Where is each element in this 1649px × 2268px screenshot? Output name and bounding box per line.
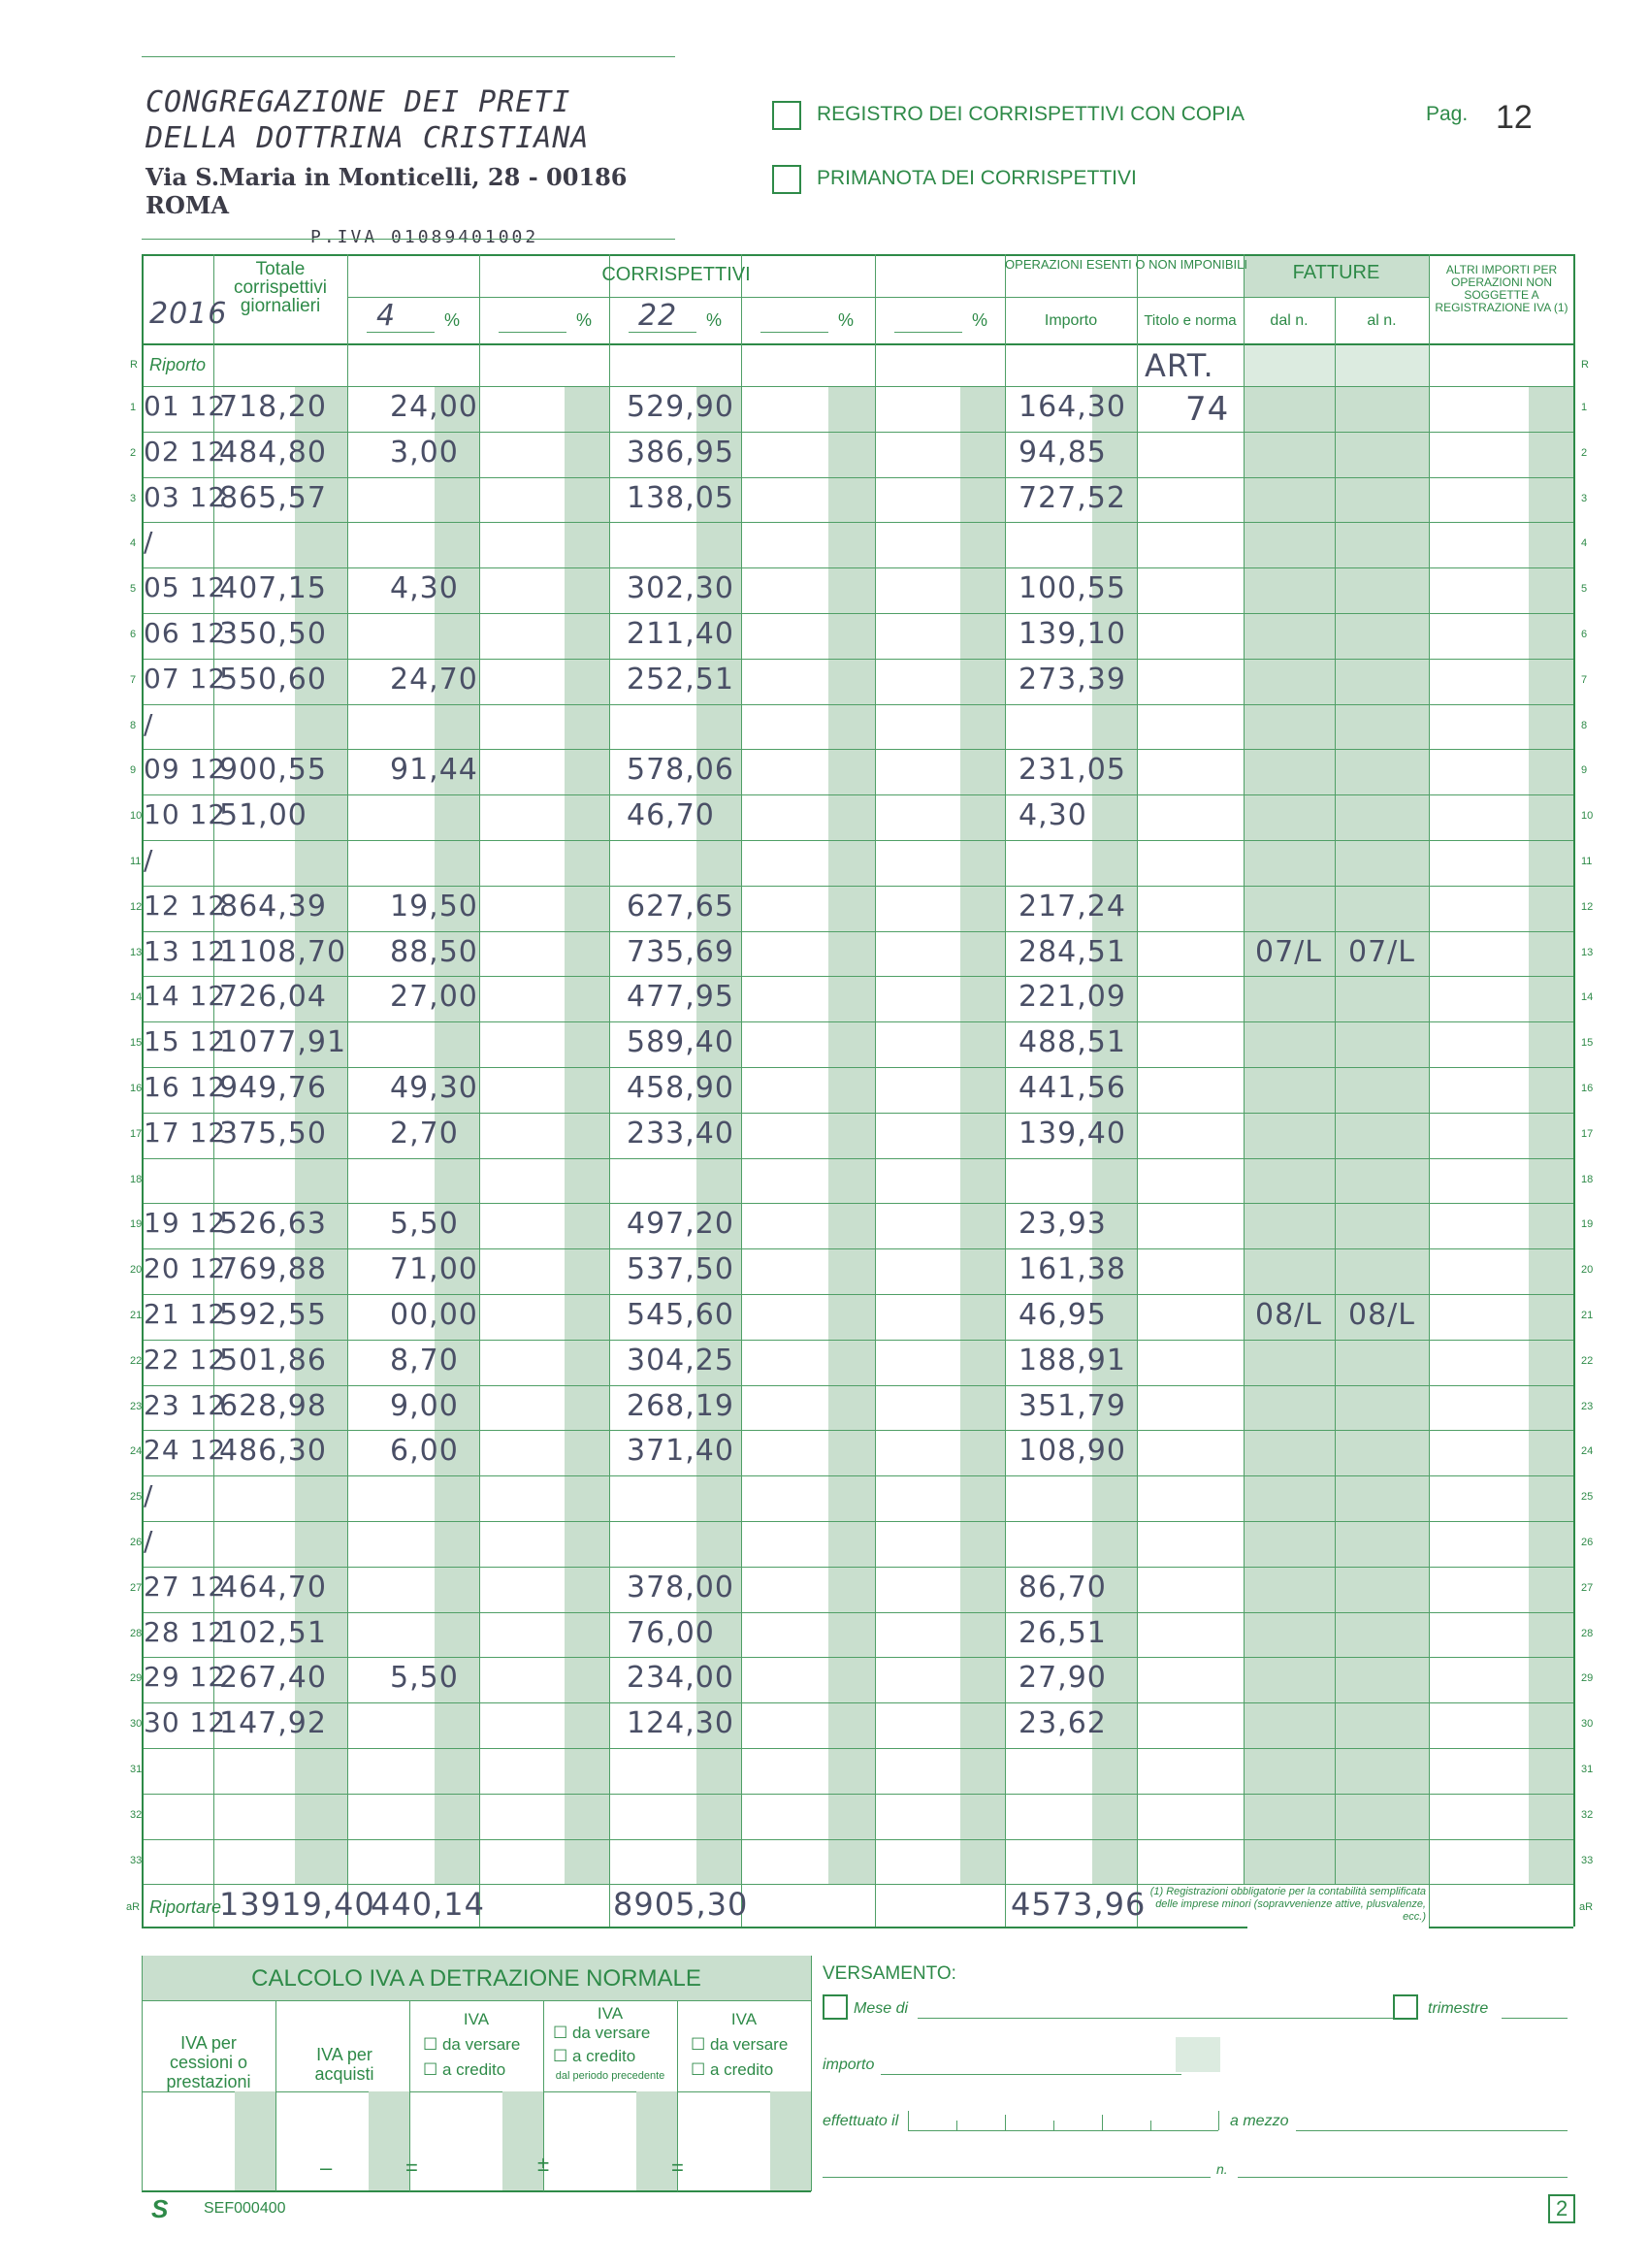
row-totale: 484,80 [219, 435, 327, 470]
row-number: 13 [130, 946, 143, 958]
row-iva4: 2,70 [390, 1116, 459, 1150]
row-totale: 102,51 [219, 1615, 327, 1650]
row-number: 30 [130, 1718, 143, 1731]
riportare-marker: aR [126, 1901, 141, 1914]
calcolo-c2: IVA per acquisti [314, 2045, 374, 2084]
calcolo-iva-block [142, 1956, 811, 2191]
rate-value: 22 [638, 299, 678, 333]
row-number: 28 [130, 1627, 143, 1639]
row-iva22: 124,30 [627, 1706, 734, 1741]
row-number: 33 [130, 1854, 143, 1866]
row-date: 07 12 [144, 662, 227, 695]
row-number-right: 15 [1581, 1037, 1594, 1050]
row-iva22: 138,05 [627, 480, 734, 515]
row-iva4: 5,50 [390, 1661, 459, 1696]
row-iva4: 88,50 [390, 934, 478, 969]
riporto-marker: R [130, 359, 138, 371]
sheet-number: 2 [1548, 2194, 1575, 2223]
primanota-checkbox[interactable] [772, 165, 801, 194]
row-number-right: 23 [1581, 1400, 1594, 1412]
calcolo-c3-b: ☐ a credito [423, 2060, 506, 2079]
row-iva22: 497,20 [627, 1207, 734, 1242]
row-date: 16 12 [144, 1071, 227, 1103]
row-iva22: 529,90 [627, 390, 734, 424]
calcolo-c5-title: IVA [730, 2010, 758, 2028]
row-fattura-dal: 07/L [1255, 934, 1322, 969]
percent-sign: % [706, 310, 723, 330]
row-date: 22 12 [144, 1343, 227, 1376]
row-iva22: 545,60 [627, 1298, 734, 1332]
row-iva22: 589,40 [627, 1025, 734, 1060]
stamp-line-4: P.IVA 01089401002 [310, 227, 539, 247]
row-iva22: 46,70 [627, 798, 715, 833]
row-date: 20 12 [144, 1252, 227, 1285]
page-number: 12 [1496, 99, 1533, 136]
row-totale: 726,04 [219, 980, 327, 1015]
row-number: 16 [130, 1083, 143, 1094]
row-date: 29 12 [144, 1661, 227, 1694]
header-totale: Totale corrispettivi giornalieri [233, 259, 328, 316]
row-date: 23 12 [144, 1388, 227, 1421]
row-date: / [144, 1479, 154, 1512]
row-totale: 592,55 [219, 1298, 327, 1332]
row-esenti: 86,70 [1018, 1570, 1107, 1604]
row-date: 24 12 [144, 1434, 227, 1467]
row-iva4: 24,00 [390, 390, 478, 424]
row-totale: 1108,70 [219, 934, 347, 969]
row-date: 21 12 [144, 1298, 227, 1330]
mese-label: Mese di [854, 2000, 909, 2017]
row-number: 21 [130, 1310, 143, 1321]
row-iva4: 71,00 [390, 1252, 478, 1287]
mezzo-label: a mezzo [1230, 2113, 1289, 2129]
row-iva4: 4,30 [390, 571, 459, 606]
row-iva4: 24,70 [390, 662, 478, 697]
calcolo-op-pm: ± [537, 2152, 550, 2176]
row-date: / [144, 1525, 154, 1557]
row-totale: 900,55 [219, 753, 327, 788]
row-totale: 350,50 [219, 617, 327, 651]
row-date: 15 12 [144, 1025, 227, 1058]
riporto-titolo: ART. [1145, 347, 1214, 384]
percent-sign: % [444, 310, 461, 330]
row-date: 30 12 [144, 1706, 227, 1739]
row-number-right: 20 [1581, 1264, 1594, 1277]
row-number: 4 [130, 537, 137, 550]
row-number: 31 [130, 1764, 143, 1775]
row-number-right: 33 [1581, 1854, 1594, 1866]
row-number-right: 29 [1581, 1672, 1594, 1685]
row-number: 5 [130, 583, 137, 596]
row-date: / [144, 707, 154, 740]
row-esenti: 231,05 [1018, 753, 1126, 788]
primanota-label: PRIMANOTA DEI CORRISPETTIVI [817, 167, 1137, 189]
row-date: / [144, 526, 154, 559]
row-number: 15 [130, 1037, 143, 1050]
row-iva4: 19,50 [390, 889, 478, 923]
header-fatture: FATTURE [1292, 262, 1380, 283]
row-number-right: 28 [1581, 1627, 1594, 1639]
row-date: 01 12 [144, 390, 227, 422]
row-iva22: 304,25 [627, 1343, 734, 1377]
row-number: 20 [130, 1264, 143, 1277]
row-esenti: 217,24 [1018, 889, 1126, 923]
row-number: 26 [130, 1537, 143, 1548]
row-number: 6 [130, 629, 137, 640]
row-totale: 147,92 [219, 1706, 327, 1741]
row-number-right: 32 [1581, 1808, 1594, 1821]
calcolo-c4-a: ☐ da versare [553, 2024, 651, 2042]
row-date: 10 12 [144, 798, 227, 831]
row-iva4: 00,00 [390, 1298, 478, 1332]
row-totale: 550,60 [219, 662, 327, 697]
calcolo-c1: IVA per cessioni o prestazioni [166, 2033, 251, 2091]
row-iva22: 76,00 [627, 1615, 715, 1650]
row-totale: 769,88 [219, 1252, 327, 1287]
row-date: 12 12 [144, 889, 227, 922]
header-corrispettivi: CORRISPETTIVI [601, 264, 751, 285]
row-number-right: 16 [1581, 1083, 1594, 1094]
row-fattura-al: 08/L [1348, 1298, 1415, 1332]
header-esenti: OPERAZIONI ESENTI O NON IMPONIBILI [1005, 257, 1247, 272]
row-number: 8 [130, 719, 137, 731]
row-number: 3 [130, 492, 137, 504]
row-iva4: 49,30 [390, 1071, 478, 1105]
register-table [126, 254, 1594, 1940]
row-esenti: 221,09 [1018, 980, 1126, 1015]
row-number-right: 12 [1581, 900, 1594, 913]
riportare-esenti: 4573,96 [1011, 1886, 1147, 1924]
row-esenti: 727,52 [1018, 480, 1126, 515]
row-number-right: 22 [1581, 1354, 1594, 1367]
row-number-right: 11 [1581, 856, 1593, 867]
row-number-right: 27 [1581, 1581, 1594, 1594]
row-iva4: 27,00 [390, 980, 478, 1015]
header-dal: dal n. [1270, 312, 1309, 329]
row-iva4: 6,00 [390, 1434, 459, 1469]
calcolo-op-eq2: = [671, 2155, 684, 2180]
row-totale: 486,30 [219, 1434, 327, 1469]
riportare-totale: 13919,40 [219, 1886, 375, 1924]
row-number-right: 4 [1581, 537, 1588, 550]
row-iva4: 3,00 [390, 435, 459, 470]
header-altri: ALTRI IMPORTI PER OPERAZIONI NON SOGGETTE A REGISTRAZIONE IVA (1) [1435, 263, 1568, 314]
header-al: al n. [1367, 312, 1397, 329]
row-esenti: 23,93 [1018, 1207, 1107, 1242]
calcolo-c5-a: ☐ da versare [691, 2035, 789, 2054]
row-number-right: 9 [1581, 764, 1588, 777]
row-totale: 718,20 [219, 390, 327, 424]
row-number-right: 24 [1581, 1445, 1594, 1458]
row-date: / [144, 844, 154, 876]
row-totale: 407,15 [219, 571, 327, 606]
row-totale: 464,70 [219, 1570, 327, 1604]
row-esenti: 46,95 [1018, 1298, 1107, 1332]
row-date: 13 12 [144, 934, 227, 967]
riportare-iva4: 440,14 [371, 1886, 485, 1924]
row-number: 29 [130, 1672, 143, 1685]
row-date: 14 12 [144, 980, 227, 1013]
row-number-right: 7 [1581, 673, 1588, 686]
row-esenti: 164,30 [1018, 390, 1126, 424]
row-totale: 267,40 [219, 1661, 327, 1696]
row-esenti: 27,90 [1018, 1661, 1107, 1696]
row-number: 22 [130, 1354, 143, 1367]
row-number: 24 [130, 1445, 143, 1458]
row-iva4: 91,44 [390, 753, 478, 788]
registro-checkbox[interactable] [772, 101, 801, 130]
row-number-right: 14 [1581, 991, 1594, 1004]
row-date: 28 12 [144, 1615, 227, 1648]
calcolo-op-minus: – [320, 2155, 333, 2180]
calcolo-c3-a: ☐ da versare [423, 2035, 521, 2054]
row-totale: 526,63 [219, 1207, 327, 1242]
row-number: 19 [130, 1218, 143, 1231]
footnote: (1) Registrazioni obbligatorie per la contabilità semplificata delle imprese minori (sopravvenienze attive, plusvalenze, ecc.) [1149, 1886, 1426, 1924]
row-number-right: 5 [1581, 583, 1588, 596]
row-esenti: 108,90 [1018, 1434, 1126, 1469]
riporto-label: Riporto [149, 355, 207, 374]
row-esenti: 351,79 [1018, 1388, 1126, 1423]
row-number: 7 [130, 673, 137, 686]
row-number-right: 31 [1581, 1764, 1594, 1775]
riporto-marker-right: R [1581, 359, 1589, 371]
riportare-marker-right: aR [1579, 1901, 1594, 1914]
row-number: 18 [130, 1173, 143, 1185]
stamp-line-2: DELLA DOTTRINA CRISTIANA [146, 121, 590, 155]
row-totale: 375,50 [219, 1116, 327, 1150]
row-number-right: 19 [1581, 1218, 1594, 1231]
row-fattura-al: 07/L [1348, 934, 1415, 969]
row-date: 06 12 [144, 617, 227, 649]
row-number: 27 [130, 1581, 143, 1594]
row-esenti: 284,51 [1018, 934, 1126, 969]
rate-value: 4 [376, 299, 397, 333]
footer-logo: S [151, 2194, 169, 2223]
n-label: n. [1216, 2161, 1228, 2177]
riportare-label: Riportare [149, 1897, 222, 1918]
row-totale: 949,76 [219, 1071, 327, 1105]
row-number: 10 [130, 810, 143, 823]
row-iva22: 386,95 [627, 435, 734, 470]
row-totale: 501,86 [219, 1343, 327, 1377]
row-iva4: 9,00 [390, 1388, 459, 1423]
page-label: Pag. [1426, 103, 1469, 125]
row-iva22: 302,30 [627, 571, 734, 606]
row-number-right: 1 [1581, 402, 1588, 413]
percent-sign: % [576, 310, 593, 330]
registro-label: REGISTRO DEI CORRISPETTIVI CON COPIA [817, 103, 1245, 125]
row-esenti: 273,39 [1018, 662, 1126, 697]
stamp-line-3: Via S.Maria in Monticelli, 28 - 00186 ROMA [146, 163, 628, 219]
footer-brand: SEF000400 [204, 2200, 286, 2217]
versamento-title: VERSAMENTO: [823, 1963, 956, 1984]
calcolo-c4-title: IVA [597, 2004, 624, 2023]
row-number-right: 30 [1581, 1718, 1594, 1731]
row-number-right: 3 [1581, 492, 1588, 504]
row-esenti: 4,30 [1018, 798, 1087, 833]
row-number: 14 [130, 991, 143, 1004]
row-iva22: 234,00 [627, 1661, 734, 1696]
row-iva22: 477,95 [627, 980, 734, 1015]
row-esenti: 26,51 [1018, 1615, 1107, 1650]
row-iva4: 8,70 [390, 1343, 459, 1377]
row-iva22: 627,65 [627, 889, 734, 923]
calcolo-c4-b: ☐ a credito [553, 2047, 636, 2065]
row-iva22: 578,06 [627, 753, 734, 788]
row-number-right: 6 [1581, 629, 1588, 640]
row-esenti: 23,62 [1018, 1706, 1107, 1741]
row-fattura-dal: 08/L [1255, 1298, 1322, 1332]
calcolo-c4-note: dal periodo precedente [555, 2070, 665, 2082]
company-stamp [146, 85, 660, 247]
row-number-right: 13 [1581, 946, 1594, 958]
calcolo-op-eq1: = [405, 2155, 418, 2180]
row-number: 11 [130, 856, 142, 867]
row-esenti: 94,85 [1018, 435, 1107, 470]
calcolo-title: CALCOLO IVA A DETRAZIONE NORMALE [251, 1965, 701, 1992]
row-number: 32 [130, 1808, 143, 1821]
row-iva22: 371,40 [627, 1434, 734, 1469]
row-date: 02 12 [144, 435, 227, 468]
row-iva22: 268,19 [627, 1388, 734, 1423]
row-number: 25 [130, 1491, 143, 1504]
row-totale: 1077,91 [219, 1025, 347, 1060]
row-date: 19 12 [144, 1207, 227, 1240]
row-number-right: 18 [1581, 1173, 1594, 1185]
effettuato-label: effettuato il [823, 2113, 899, 2129]
versamento-block [811, 1956, 1573, 2191]
row-totale: 51,00 [219, 798, 307, 833]
row-esenti: 100,55 [1018, 571, 1126, 606]
row-number: 17 [130, 1127, 143, 1140]
importo-label: importo [823, 2057, 875, 2073]
row-date: 09 12 [144, 753, 227, 786]
row-esenti: 139,40 [1018, 1116, 1126, 1150]
importo-field[interactable] [1176, 2037, 1220, 2072]
row-number-right: 21 [1581, 1310, 1594, 1321]
row-iva22: 252,51 [627, 662, 734, 697]
row-number-right: 10 [1581, 810, 1594, 823]
row-totale: 864,39 [219, 889, 327, 923]
row-number-right: 25 [1581, 1491, 1594, 1504]
mese-checkbox[interactable] [823, 1994, 848, 2020]
row-number-right: 8 [1581, 719, 1588, 731]
row-date: 05 12 [144, 571, 227, 604]
header-importo: Importo [1044, 312, 1098, 329]
row-date: 17 12 [144, 1116, 227, 1149]
stamp-line-1: CONGREGAZIONE DEI PRETI [146, 85, 571, 119]
row-totale: 865,57 [219, 480, 327, 515]
row-number: 2 [130, 446, 137, 459]
row-esenti: 161,38 [1018, 1252, 1126, 1287]
row-iva22: 458,90 [627, 1071, 734, 1105]
trimestre-checkbox[interactable] [1393, 1994, 1418, 2020]
row-number: 9 [130, 764, 137, 777]
row-number: 12 [130, 900, 143, 913]
row-date: 03 12 [144, 480, 227, 513]
year: 2016 [149, 297, 228, 331]
row-esenti: 441,56 [1018, 1071, 1126, 1105]
row-esenti: 139,10 [1018, 617, 1126, 651]
percent-sign: % [838, 310, 855, 330]
row-iva22: 211,40 [627, 617, 734, 651]
calcolo-c5-b: ☐ a credito [691, 2060, 774, 2079]
row-iva22: 735,69 [627, 934, 734, 969]
trimestre-label: trimestre [1428, 2000, 1489, 2017]
row-esenti: 488,51 [1018, 1025, 1126, 1060]
row-totale: 628,98 [219, 1388, 327, 1423]
row-number-right: 17 [1581, 1127, 1594, 1140]
riportare-iva22: 8905,30 [613, 1886, 749, 1924]
percent-sign: % [972, 310, 988, 330]
row-iva4: 5,50 [390, 1207, 459, 1242]
row-number-right: 2 [1581, 446, 1588, 459]
row-number: 23 [130, 1400, 143, 1412]
row-number: 1 [130, 402, 137, 413]
header-titolo: Titolo e norma [1144, 312, 1237, 329]
row-esenti: 188,91 [1018, 1343, 1126, 1377]
row-iva22: 537,50 [627, 1252, 734, 1287]
row-date: 27 12 [144, 1570, 227, 1603]
row-iva22: 233,40 [627, 1116, 734, 1150]
row-iva22: 378,00 [627, 1570, 734, 1604]
row-titolo: 74 [1185, 390, 1230, 429]
calcolo-c3-title: IVA [463, 2010, 490, 2028]
row-number-right: 26 [1581, 1537, 1594, 1548]
